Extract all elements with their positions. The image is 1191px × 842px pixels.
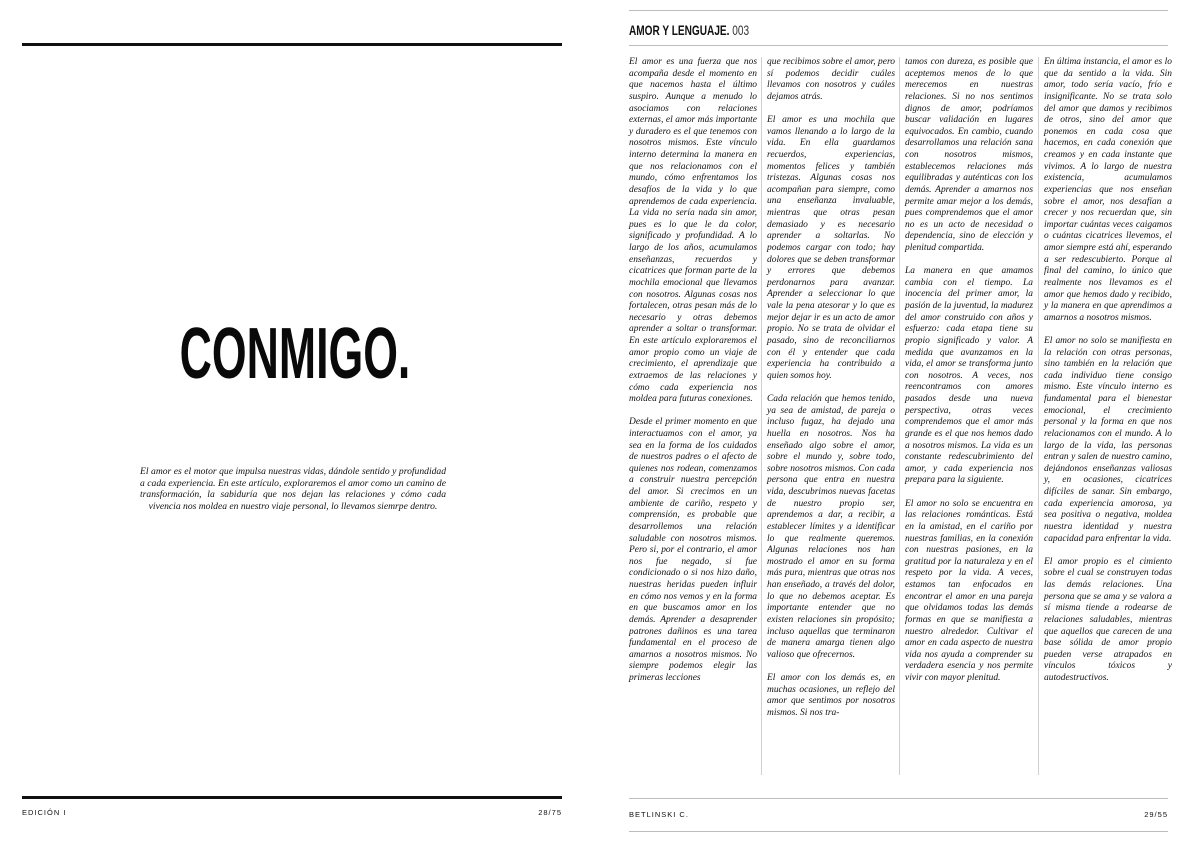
paragraph: tamos con dureza, es posible que aceptemos menos de lo que merecemos en nuestras relaciones. Si no nos sentimos dignos de amor, podríamos buscar validación en lugares equivocados. En cambio, cuando desarrollamos una relación sana con nosotros mismos, establecemos relaciones más equilibradas y auténticas con los demás. Aprender a amarnos nos permite amar mejor a los demás, pues comprendemos que el amor no es un acto de necesidad o dependencia, sino de elección y plenitud compartida. [905,57,1033,253]
right-page [596,0,1191,842]
paragraph: El amor no solo se manifiesta en la relación con otras personas, sino también en la relación que cada individuo tiene consigo mismo. Este vínculo interno es fundamental para el bienestar emocional, el crecimiento personal y la forma en que nos relacionamos con el mundo. A lo largo de la vida, las personas entran y salen de nuestro camino, dejándonos enseñanzas valiosas y, en ocasiones, cicatrices difíciles de sanar. Sin embargo, cada experiencia amorosa, ya sea positiva o negativa, moldea nuestra identidad y nuestra capacidad para enfrentar la vida. [1044,335,1172,544]
paragraph: El amor es una mochila que vamos llenando a lo largo de la vida. En ella guardamos recuerdos, experiencias, momentos felices y también tristezas. Algunas cosas nos acompañan para siempre, como una enseñanza invaluable, mientras que otras pesan demasiado y es necesario aprender a soltarlas. No podemos cargar con todo; hay dolores que se deben transformar y errores que debemos perdonarnos para avanzar. Aprender a seleccionar lo que vale la pena atesorar y lo que es mejor dejar ir es un acto de amor propio. No se trata de olvidar el pasado, sino de reconciliarnos con él y entender que cada experiencia ha contribuido a quien somos hoy. [767,115,895,381]
bottom-divider [22,796,562,799]
column-divider [899,57,900,775]
paragraph: El amor no solo se encuentra en las relaciones románticas. Está en la amistad, en el cariño por nuestras familias, en la conexión con nuestras pasiones, en la gratitud por la naturaleza y en el respeto por la vida. A veces, estamos tan enfocados en encontrar el amor en una pareja que olvidamos todas las demás formas en que se manifiesta a nuestro alrededor. Cultivar el amor en cada aspecto de nuestra vida nos ayuda a comprender su verdadera esencia y nos permite vivir con mayor plenitud. [905,498,1033,684]
text-column-4 [1044,57,1172,696]
column-divider [761,57,762,775]
page-number: 28/75 [538,808,562,817]
section-title: AMOR Y LENGUAJE. [629,22,730,38]
text-column-3 [905,57,1033,696]
page-number: 29/55 [1144,810,1168,819]
footer-divider [629,798,1168,799]
section-number: 003 [732,22,750,38]
author-label: BETLINSKI C. [629,810,689,819]
paragraph: El amor es una fuerza que nos acompaña desde el momento en que nacemos hasta el último suspiro. Aunque a menudo lo asociamos con relaciones externas, el amor más importante y duradero es el que tenemos con nosotros mismos. Este vínculo interno determina la manera en que nos relacionamos con el mundo, cómo enfrentamos los desafíos de la vida y lo que aprendemos de cada experiencia. La vida no sería nada sin amor, pues es lo que le da color, significado y profundidad. A lo largo de los años, acumulamos enseñanzas, recuerdos y cicatrices que forman parte de la mochila emocional que llevamos con nosotros. Algunas cosas nos fortalecen, otras pesan más de lo necesario y otras debemos aprender a soltar o transformar. En este artículo exploraremos el amor propio como un viaje de crecimiento, el aprendizaje que extraemos de las relaciones y cómo cada experiencia nos moldea para futuras conexiones. [629,57,757,405]
header-divider [629,45,1168,46]
paragraph: En última instancia, el amor es lo que da sentido a la vida. Sin amor, todo sería vacío, frío e insignificante. No se trata solo del amor que damos y recibimos de otros, sino del amor que ponemos en cada cosa que hacemos, en cada conexión que creamos y en cada instante que vivimos. A lo largo de nuestra existencia, acumulamos experiencias que nos enseñan sobre el amor, nos desafían a crecer y nos recuerdan que, sin importar cuántas veces caigamos o cuántas cicatrices llevemos, el amor siempre está ahí, esperando a ser redescubierto. Porque al final del camino, lo único que realmente nos llevamos es el amor que hemos dado y recibido, y la manera en que aprendimos a amarnos a nosotros mismos. [1044,57,1172,323]
paragraph: El amor propio es el cimiento sobre el cual se construyen todas las demás relaciones. Una persona que se ama y se valora a sí misma tiende a rodearse de relaciones saludables, mientras que aquellos que carecen de una base sólida de amor propio pueden verse atrapados en vínculos tóxicos y autodestructivos. [1044,556,1172,684]
column-divider [1038,57,1039,775]
paragraph: Cada relación que hemos tenido, ya sea de amistad, de pareja o incluso fugaz, ha dejado una huella en nosotros. Nos ha enseñado algo sobre el amor, sobre el mundo y, sobre todo, sobre nosotros mismos. Con cada persona que entra en nuestra vida, descubrimos nuevas facetas de nuestro propio ser, aprendemos a dar, a recibir, a establecer límites y a identificar lo que realmente queremos. Algunas relaciones nos han mostrado el amor en su forma más pura, mientras que otras nos han enseñado, a través del dolor, lo que no debemos aceptar. Es importante entender que no existen relaciones sin propósito; incluso aquellas que terminaron de manera amarga tienen algo valioso que ofrecernos. [767,394,895,660]
text-column-1 [629,57,757,696]
text-column-2 [767,57,895,731]
bottom-divider [629,831,1168,832]
left-page [0,0,595,842]
article-title: CONMIGO. [179,314,411,394]
section-header [629,22,749,38]
edition-label: EDICIÓN I [22,808,67,817]
paragraph: Desde el primer momento en que interactuamos con el amor, ya sea en la forma de los cuidados de nuestros padres o el afecto de quienes nos rodean, comenzamos a construir nuestra percepción del amor. Si crecimos en un ambiente de cariño, respeto y comprensión, es probable que desarrollemos una relación saludable con nosotros mismos. Pero si, por el contrario, el amor nos fue negado, si fue condicionado o si nos hizo daño, nuestras heridas pueden influir en cómo nos vemos y en la forma en que buscamos amor en los demás. Aprender a desaprender patrones dañinos es una tarea fundamental en el proceso de amarnos a nosotros mismos. No siempre podemos elegir las primeras lecciones [629,417,757,684]
top-divider [629,10,1168,11]
paragraph: que recibimos sobre el amor, pero sí podemos decidir cuáles llevamos con nosotros y cuáles dejamos atrás. [767,57,895,102]
paragraph: La manera en que amamos cambia con el tiempo. La inocencia del primer amor, la pasión de la juventud, la madurez del amor construido con años y esfuerzo: cada etapa tiene su propio significado y valor. A medida que avanzamos en la vida, el amor se transforma junto con nosotros. A veces, nos reencontramos con amores pasados desde una nueva perspectiva, otras veces comprendemos que el amor más grande es el que nos hemos dado a nosotros mismos. La vida es un constante redescubrimiento del amor, y cada experiencia nos prepara para la siguiente. [905,266,1033,486]
top-divider [22,43,562,46]
intro-paragraph: El amor es el motor que impulsa nuestras vidas, dándole sentido y profundidad a cada experiencia. En este artículo, exploraremos el amor como un camino de transformación, la sabiduría que nos dejan las relaciones y cómo cada vivencia nos moldea en nuestro viaje personal, lo llevamos siemrpe dentro. [140,466,446,512]
paragraph: El amor con los demás es, en muchas ocasiones, un reflejo del amor que sentimos por nosotros mismos. Si nos tra- [767,673,895,718]
